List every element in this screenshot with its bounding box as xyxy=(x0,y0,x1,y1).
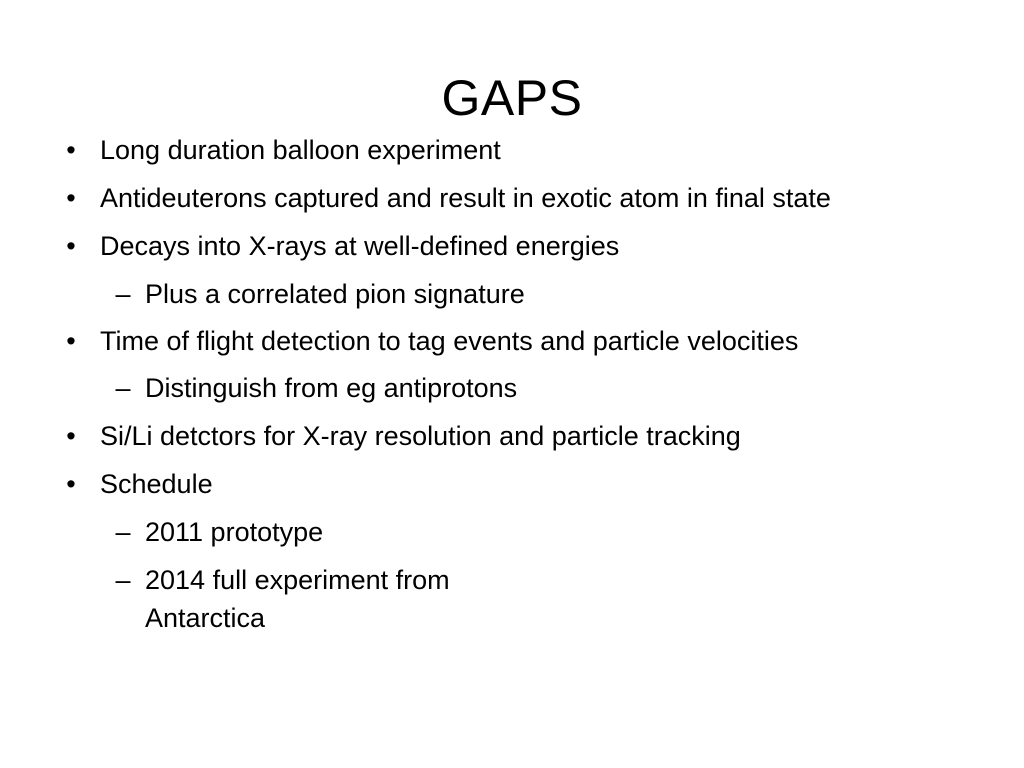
bullet-marker: • xyxy=(66,469,76,499)
bullet-text: Antideuterons captured and result in exotic atom in final state xyxy=(100,183,831,213)
bullet-marker: • xyxy=(66,231,76,261)
slide-title: GAPS xyxy=(441,70,583,126)
sub-bullet-item xyxy=(115,513,324,551)
bullet-item xyxy=(66,322,799,360)
bullet-item xyxy=(66,179,831,217)
sub-bullet-marker: – xyxy=(115,373,131,403)
bullet-text: Long duration balloon experiment xyxy=(100,135,501,165)
bullet-item xyxy=(66,465,213,503)
sub-bullet-marker: – xyxy=(115,279,131,309)
bullet-item xyxy=(66,131,501,169)
bullet-text: Time of flight detection to tag events and particle velocities xyxy=(100,326,799,356)
bullet-marker: • xyxy=(66,183,76,213)
bullet-marker: • xyxy=(66,135,76,165)
bullet-text: Si/Li detctors for X-ray resolution and particle tracking xyxy=(100,421,741,451)
bullet-item xyxy=(66,227,620,265)
sub-bullet-text: 2011 prototype xyxy=(145,517,324,547)
sub-bullet-item xyxy=(115,561,525,637)
sub-bullet-text: 2014 full experiment from Antarctica xyxy=(145,565,450,633)
bullet-text: Decays into X-rays at well-defined energies xyxy=(100,231,620,261)
sub-bullet-marker: – xyxy=(115,517,131,547)
bullet-marker: • xyxy=(66,326,76,356)
sub-bullet-marker: – xyxy=(115,565,131,595)
bullet-text: Schedule xyxy=(100,469,213,499)
sub-bullet-item xyxy=(115,275,525,313)
sub-bullet-item xyxy=(115,369,518,407)
bullet-marker: • xyxy=(66,421,76,451)
bullet-item xyxy=(66,417,741,455)
sub-bullet-text: Distinguish from eg antiprotons xyxy=(145,373,518,403)
sub-bullet-text: Plus a correlated pion signature xyxy=(145,279,525,309)
